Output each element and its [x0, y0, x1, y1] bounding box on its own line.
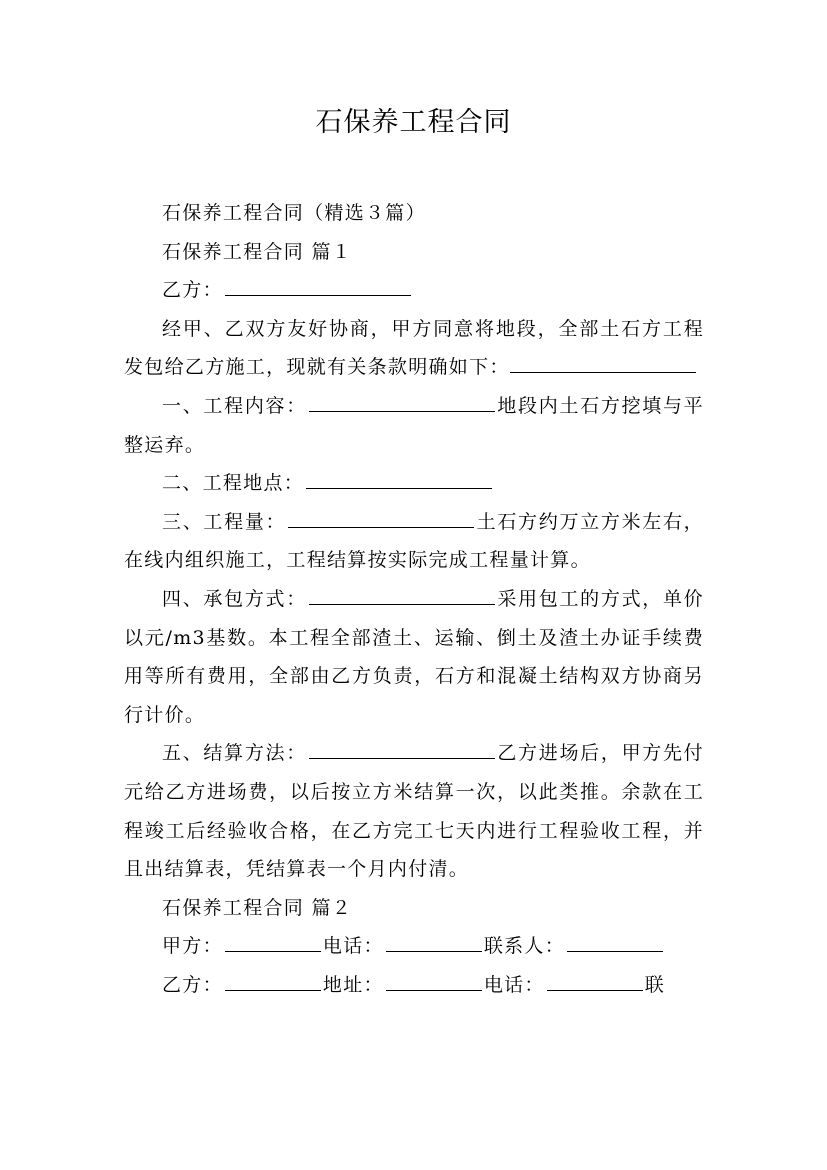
party-b-blank [225, 273, 411, 296]
party-a-blank [225, 929, 321, 952]
party-b-contact-line [124, 966, 704, 1005]
clause-1 [124, 387, 704, 464]
intro-blank [510, 350, 696, 373]
party-b2-phone-label: 电话： [483, 973, 545, 996]
clause-3-text: 土石方约万立方米左右，在线内组织施工，工程结算按实际完成工程量计算。 [124, 510, 704, 572]
section-heading-2-text: 石保养工程合同 篇２ [162, 896, 353, 919]
party-a-contact-blank [567, 929, 663, 952]
party-b2-address-blank [386, 968, 482, 991]
party-b2-label: 乙方： [162, 973, 223, 996]
intro-text: 经甲、乙双方友好协商，甲方同意将地段，全部土石方工程发包给乙方施工，现就有关条款明确如下： [124, 317, 704, 379]
clause-5 [124, 734, 704, 888]
clause-4 [124, 580, 704, 734]
section-heading-2 [124, 889, 704, 928]
document-title: 石保养工程合同 [315, 107, 512, 138]
doc-heading-text: 石保养工程合同（精选３篇） [162, 202, 426, 224]
party-b2-contact-label-start: 联 [644, 973, 666, 996]
party-b2-phone-blank [547, 968, 643, 991]
clause-3 [124, 503, 704, 580]
clause-1-text: 地段内土石方挖填与平整运弃。 [124, 394, 704, 456]
clause-5-blank [309, 736, 495, 759]
document-body [124, 194, 704, 1004]
intro-paragraph [124, 310, 704, 387]
party-b-label: 乙方： [162, 279, 223, 302]
party-b2-address-label: 地址： [322, 973, 384, 996]
clause-2-label: 二、工程地点： [162, 472, 305, 495]
party-a-phone-label: 电话： [322, 935, 384, 958]
clause-3-label: 三、工程量： [162, 510, 287, 533]
party-b2-blank [225, 968, 321, 991]
clause-4-label: 四、承包方式： [162, 587, 307, 610]
party-a-contact-label: 联系人： [483, 935, 566, 958]
clause-1-blank [309, 389, 495, 412]
clause-2 [124, 464, 704, 503]
clause-5-text: 乙方进场后，甲方先付元给乙方进场费，以后按立方米结算一次，以此类推。余款在工程竣工后经验收合格，在乙方完工七天内进行工程验收工程，并且出结算表，凭结算表一个月内付清。 [124, 742, 704, 881]
section-heading-1-text: 石保养工程合同 篇１ [162, 240, 353, 263]
clause-1-label: 一、工程内容： [162, 394, 307, 417]
doc-heading [124, 194, 704, 233]
party-a-contact-line [124, 927, 704, 966]
party-a-phone-blank [386, 929, 482, 952]
section-heading-1 [124, 233, 704, 272]
clause-4-blank [309, 582, 495, 605]
party-b-line [124, 271, 704, 310]
clause-2-blank [306, 466, 492, 489]
clause-3-blank [288, 505, 474, 528]
clause-5-label: 五、结算方法： [162, 742, 307, 765]
party-a-label: 甲方： [162, 935, 223, 958]
clause-4-text: 采用包工的方式，单价以元/m3基数。本工程全部渣土、运输、倒土及渣土办证手续费用等所有费用，全部由乙方负责，石方和混凝土结构双方协商另行计价。 [124, 587, 704, 726]
